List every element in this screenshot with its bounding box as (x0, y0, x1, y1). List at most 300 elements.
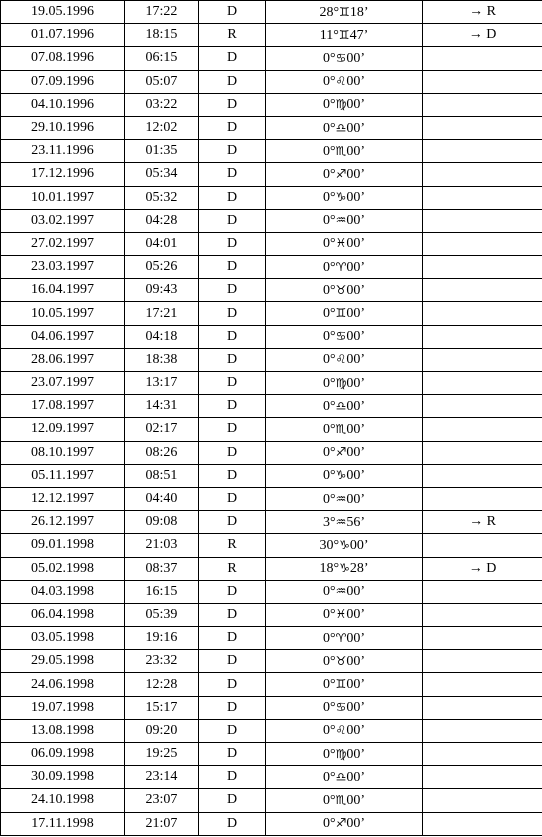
position-degrees: 0° (322, 97, 336, 113)
table-row (1, 650, 542, 673)
motion-cell: D (199, 673, 266, 696)
date-cell: 04.10.1996 (1, 93, 125, 116)
position-cell (266, 789, 423, 812)
date-cell: 17.11.1998 (1, 812, 125, 835)
date-cell: 06.09.1998 (1, 743, 125, 766)
zodiac-sign-icon: ♊ (338, 27, 350, 42)
station-note-cell (423, 163, 542, 186)
station-note-cell (423, 279, 542, 302)
date-cell: 12.12.1997 (1, 487, 125, 510)
time-cell: 21:03 (125, 534, 199, 557)
position-minutes: 00’ (346, 329, 366, 345)
position-degrees: 0° (322, 74, 336, 90)
position-degrees: 0° (322, 259, 336, 275)
zodiac-sign-icon: ♊ (335, 306, 347, 321)
station-note-cell (423, 696, 542, 719)
motion-cell: D (199, 372, 266, 395)
table-row (1, 232, 542, 255)
time-cell: 09:43 (125, 279, 199, 302)
table-row (1, 511, 542, 534)
position-minutes: 00’ (346, 306, 366, 322)
time-cell: 04:28 (125, 209, 199, 232)
motion-cell: D (199, 441, 266, 464)
motion-cell: R (199, 557, 266, 580)
position-minutes: 00’ (346, 607, 366, 623)
position-degrees: 0° (322, 445, 336, 461)
zodiac-sign-icon: ♊ (335, 677, 347, 692)
station-note-cell (423, 650, 542, 673)
zodiac-sign-icon: ♌ (335, 74, 347, 89)
zodiac-sign-icon: ♋ (335, 50, 347, 65)
station-note-cell (423, 673, 542, 696)
motion-cell: D (199, 325, 266, 348)
position-degrees: 0° (322, 282, 336, 298)
date-cell: 27.02.1997 (1, 232, 125, 255)
position-cell (266, 1, 423, 24)
position-cell (266, 603, 423, 626)
zodiac-sign-icon: ♍ (335, 97, 347, 112)
table-row (1, 766, 542, 789)
position-cell (266, 372, 423, 395)
time-cell: 05:39 (125, 603, 199, 626)
motion-cell: D (199, 743, 266, 766)
motion-cell: D (199, 719, 266, 742)
time-cell: 03:22 (125, 93, 199, 116)
zodiac-sign-icon: ♎ (335, 769, 347, 784)
zodiac-sign-icon: ♏ (335, 143, 347, 158)
table-row (1, 557, 542, 580)
position-cell (266, 511, 423, 534)
motion-cell: D (199, 789, 266, 812)
date-cell: 29.10.1996 (1, 116, 125, 139)
position-degrees: 11° (319, 27, 339, 43)
station-note-cell (423, 719, 542, 742)
position-degrees: 0° (322, 816, 336, 832)
position-degrees: 30° (319, 537, 340, 553)
position-degrees: 0° (322, 700, 336, 716)
station-note-cell (423, 93, 542, 116)
position-minutes: 00’ (346, 375, 366, 391)
position-cell (266, 395, 423, 418)
date-cell: 16.04.1997 (1, 279, 125, 302)
date-cell: 05.02.1998 (1, 557, 125, 580)
zodiac-sign-icon: ♎ (335, 398, 347, 413)
zodiac-sign-icon: ♑ (335, 468, 347, 483)
date-cell: 07.08.1996 (1, 47, 125, 70)
date-cell: 24.06.1998 (1, 673, 125, 696)
table-row (1, 464, 542, 487)
table-row (1, 163, 542, 186)
position-degrees: 0° (322, 190, 336, 206)
time-cell: 05:34 (125, 163, 199, 186)
motion-cell: D (199, 696, 266, 719)
station-note-cell (423, 116, 542, 139)
position-cell (266, 186, 423, 209)
zodiac-sign-icon: ♋ (335, 329, 347, 344)
position-cell (266, 627, 423, 650)
table-row (1, 696, 542, 719)
zodiac-sign-icon: ♏ (335, 792, 347, 807)
position-degrees: 3° (322, 514, 336, 530)
station-note-cell (423, 348, 542, 371)
table-row (1, 116, 542, 139)
date-cell: 13.08.1998 (1, 719, 125, 742)
date-cell: 10.05.1997 (1, 302, 125, 325)
zodiac-sign-icon: ♑ (335, 190, 347, 205)
station-note-cell (423, 812, 542, 835)
zodiac-sign-icon: ♓ (335, 236, 347, 251)
motion-cell: D (199, 650, 266, 673)
time-cell: 08:37 (125, 557, 199, 580)
position-minutes: 00’ (346, 190, 366, 206)
position-cell (266, 93, 423, 116)
date-cell: 28.06.1997 (1, 348, 125, 371)
position-minutes: 00’ (346, 421, 366, 437)
position-degrees: 0° (322, 769, 336, 785)
position-degrees: 0° (322, 166, 336, 182)
time-cell: 17:21 (125, 302, 199, 325)
time-cell: 08:26 (125, 441, 199, 464)
motion-cell: R (199, 24, 266, 47)
table-row (1, 743, 542, 766)
date-cell: 24.10.1998 (1, 789, 125, 812)
position-minutes: 00’ (346, 723, 366, 739)
table-row (1, 789, 542, 812)
motion-cell: D (199, 302, 266, 325)
motion-cell: D (199, 93, 266, 116)
time-cell: 01:35 (125, 140, 199, 163)
motion-cell: D (199, 186, 266, 209)
motion-cell: D (199, 209, 266, 232)
zodiac-sign-icon: ♒ (335, 491, 347, 506)
table-row (1, 487, 542, 510)
date-cell: 17.12.1996 (1, 163, 125, 186)
time-cell: 16:15 (125, 580, 199, 603)
position-minutes: 00’ (346, 700, 366, 716)
position-minutes: 00’ (346, 398, 366, 414)
station-note-cell (423, 743, 542, 766)
station-note-cell (423, 256, 542, 279)
motion-cell: D (199, 603, 266, 626)
position-cell (266, 140, 423, 163)
position-minutes: 00’ (346, 97, 366, 113)
station-note-cell (423, 580, 542, 603)
position-minutes: 00’ (346, 166, 366, 182)
date-cell: 10.01.1997 (1, 186, 125, 209)
date-cell: 23.03.1997 (1, 256, 125, 279)
position-cell (266, 441, 423, 464)
station-note-cell (423, 627, 542, 650)
table-row (1, 1, 542, 24)
position-minutes: 00’ (346, 259, 366, 275)
station-note-cell: → D (423, 557, 542, 580)
station-note-cell (423, 441, 542, 464)
station-note-cell (423, 70, 542, 93)
zodiac-sign-icon: ♐ (335, 816, 347, 831)
zodiac-sign-icon: ♉ (335, 282, 347, 297)
position-cell (266, 209, 423, 232)
date-cell: 23.07.1997 (1, 372, 125, 395)
position-cell (266, 348, 423, 371)
zodiac-sign-icon: ♉ (335, 653, 347, 668)
date-cell: 29.05.1998 (1, 650, 125, 673)
date-cell: 12.09.1997 (1, 418, 125, 441)
zodiac-sign-icon: ♒ (335, 584, 347, 599)
motion-cell: D (199, 511, 266, 534)
time-cell: 23:07 (125, 789, 199, 812)
station-note-cell (423, 372, 542, 395)
time-cell: 18:15 (125, 24, 199, 47)
table-row (1, 256, 542, 279)
zodiac-sign-icon: ♒ (335, 514, 347, 529)
time-cell: 19:16 (125, 627, 199, 650)
table-row (1, 395, 542, 418)
position-degrees: 0° (322, 653, 336, 669)
position-cell (266, 487, 423, 510)
time-cell: 14:31 (125, 395, 199, 418)
motion-cell: D (199, 116, 266, 139)
zodiac-sign-icon: ♊ (339, 4, 350, 19)
date-cell: 07.09.1996 (1, 70, 125, 93)
table-row (1, 673, 542, 696)
time-cell: 21:07 (125, 812, 199, 835)
position-minutes: 28’ (349, 561, 369, 577)
motion-cell: D (199, 766, 266, 789)
position-cell (266, 580, 423, 603)
position-minutes: 56’ (346, 514, 366, 530)
station-note-cell (423, 603, 542, 626)
date-cell: 03.02.1997 (1, 209, 125, 232)
time-cell: 13:17 (125, 372, 199, 395)
position-minutes: 47’ (349, 27, 369, 43)
motion-cell: D (199, 580, 266, 603)
position-minutes: 00’ (346, 445, 366, 461)
position-minutes: 00’ (346, 584, 366, 600)
station-note-cell: → D (423, 24, 542, 47)
position-degrees: 0° (322, 723, 336, 739)
station-note-cell (423, 232, 542, 255)
position-degrees: 0° (322, 491, 336, 507)
position-degrees: 0° (322, 398, 336, 414)
station-note-cell (423, 766, 542, 789)
position-minutes: 00’ (346, 143, 366, 159)
time-cell: 19:25 (125, 743, 199, 766)
motion-cell: D (199, 232, 266, 255)
date-cell: 19.05.1996 (1, 1, 125, 24)
position-degrees: 0° (322, 792, 336, 808)
ephemeris-rows (1, 1, 542, 836)
position-degrees: 0° (322, 468, 336, 484)
position-cell (266, 279, 423, 302)
table-row (1, 93, 542, 116)
time-cell: 04:18 (125, 325, 199, 348)
motion-cell: D (199, 627, 266, 650)
position-degrees: 0° (322, 746, 336, 762)
zodiac-sign-icon: ♏ (335, 421, 347, 436)
position-degrees: 0° (322, 352, 336, 368)
zodiac-sign-icon: ♐ (335, 166, 347, 181)
time-cell: 18:38 (125, 348, 199, 371)
table-row (1, 279, 542, 302)
position-minutes: 00’ (346, 120, 366, 136)
position-cell (266, 256, 423, 279)
table-row (1, 186, 542, 209)
station-note-cell (423, 487, 542, 510)
time-cell: 12:28 (125, 673, 199, 696)
table-row (1, 47, 542, 70)
station-note-cell (423, 302, 542, 325)
time-cell: 04:40 (125, 487, 199, 510)
position-cell (266, 696, 423, 719)
table-row (1, 302, 542, 325)
table-row (1, 70, 542, 93)
motion-cell: R (199, 534, 266, 557)
position-cell (266, 70, 423, 93)
position-degrees: 0° (322, 375, 336, 391)
table-row (1, 372, 542, 395)
position-minutes: 18’ (349, 4, 369, 20)
motion-cell: D (199, 418, 266, 441)
position-degrees: 18° (319, 561, 340, 577)
zodiac-sign-icon: ♌ (335, 723, 347, 738)
position-minutes: 00’ (346, 816, 366, 832)
time-cell: 09:08 (125, 511, 199, 534)
motion-cell: D (199, 1, 266, 24)
position-minutes: 00’ (346, 630, 366, 646)
time-cell: 23:32 (125, 650, 199, 673)
position-degrees: 0° (322, 607, 336, 623)
date-cell: 08.10.1997 (1, 441, 125, 464)
date-cell: 26.12.1997 (1, 511, 125, 534)
date-cell: 04.03.1998 (1, 580, 125, 603)
time-cell: 17:22 (125, 1, 199, 24)
station-note-cell (423, 534, 542, 557)
date-cell: 09.01.1998 (1, 534, 125, 557)
table-row (1, 209, 542, 232)
time-cell: 15:17 (125, 696, 199, 719)
motion-cell: D (199, 256, 266, 279)
zodiac-sign-icon: ♈ (335, 630, 347, 645)
position-degrees: 0° (322, 120, 336, 136)
table-row (1, 24, 542, 47)
position-degrees: 0° (322, 421, 336, 437)
motion-cell: D (199, 348, 266, 371)
motion-cell: D (199, 279, 266, 302)
zodiac-sign-icon: ♐ (335, 445, 347, 460)
station-note-cell: → R (423, 1, 542, 24)
time-cell: 05:07 (125, 70, 199, 93)
position-minutes: 00’ (346, 491, 366, 507)
position-cell (266, 812, 423, 835)
table-row (1, 348, 542, 371)
table-row (1, 325, 542, 348)
date-cell: 04.06.1997 (1, 325, 125, 348)
position-minutes: 00’ (346, 677, 366, 693)
station-note-cell (423, 395, 542, 418)
motion-cell: D (199, 163, 266, 186)
position-minutes: 00’ (346, 769, 366, 785)
date-cell: 05.11.1997 (1, 464, 125, 487)
date-cell: 01.07.1996 (1, 24, 125, 47)
position-minutes: 00’ (346, 236, 366, 252)
zodiac-sign-icon: ♍ (335, 375, 347, 390)
position-minutes: 00’ (346, 792, 366, 808)
station-note-cell (423, 186, 542, 209)
position-cell (266, 302, 423, 325)
position-cell (266, 673, 423, 696)
zodiac-sign-icon: ♑ (339, 537, 350, 552)
table-row (1, 534, 542, 557)
time-cell: 09:20 (125, 719, 199, 742)
motion-cell: D (199, 395, 266, 418)
zodiac-sign-icon: ♎ (335, 120, 347, 135)
position-minutes: 00’ (346, 746, 366, 762)
position-cell (266, 47, 423, 70)
zodiac-sign-icon: ♑ (339, 561, 350, 576)
position-degrees: 28° (319, 4, 340, 20)
motion-cell: D (199, 487, 266, 510)
table-row (1, 441, 542, 464)
station-note-cell (423, 47, 542, 70)
station-note-cell (423, 464, 542, 487)
position-cell (266, 163, 423, 186)
zodiac-sign-icon: ♒ (335, 213, 347, 228)
position-degrees: 0° (322, 143, 336, 159)
station-note-cell (423, 140, 542, 163)
motion-cell: D (199, 47, 266, 70)
position-minutes: 00’ (346, 352, 366, 368)
table-row (1, 418, 542, 441)
date-cell: 23.11.1996 (1, 140, 125, 163)
time-cell: 08:51 (125, 464, 199, 487)
motion-cell: D (199, 140, 266, 163)
position-minutes: 00’ (346, 653, 366, 669)
date-cell: 03.05.1998 (1, 627, 125, 650)
time-cell: 05:32 (125, 186, 199, 209)
position-minutes: 00’ (346, 213, 366, 229)
position-cell (266, 534, 423, 557)
zodiac-sign-icon: ♋ (335, 700, 347, 715)
table-row (1, 719, 542, 742)
position-cell (266, 325, 423, 348)
zodiac-sign-icon: ♓ (335, 607, 347, 622)
time-cell: 05:26 (125, 256, 199, 279)
position-degrees: 0° (322, 329, 336, 345)
position-cell (266, 743, 423, 766)
position-cell (266, 464, 423, 487)
date-cell: 06.04.1998 (1, 603, 125, 626)
table-row (1, 580, 542, 603)
motion-cell: D (199, 464, 266, 487)
station-note-cell: → R (423, 511, 542, 534)
position-cell (266, 24, 423, 47)
motion-cell: D (199, 812, 266, 835)
position-cell (266, 719, 423, 742)
position-degrees: 0° (322, 584, 336, 600)
position-cell (266, 232, 423, 255)
zodiac-sign-icon: ♈ (335, 259, 347, 274)
date-cell: 17.08.1997 (1, 395, 125, 418)
station-note-cell (423, 418, 542, 441)
position-minutes: 00’ (349, 537, 369, 553)
table-row (1, 140, 542, 163)
station-note-cell (423, 209, 542, 232)
position-degrees: 0° (322, 677, 336, 693)
position-minutes: 00’ (346, 468, 366, 484)
position-degrees: 0° (322, 306, 336, 322)
position-degrees: 0° (322, 630, 336, 646)
station-note-cell (423, 325, 542, 348)
